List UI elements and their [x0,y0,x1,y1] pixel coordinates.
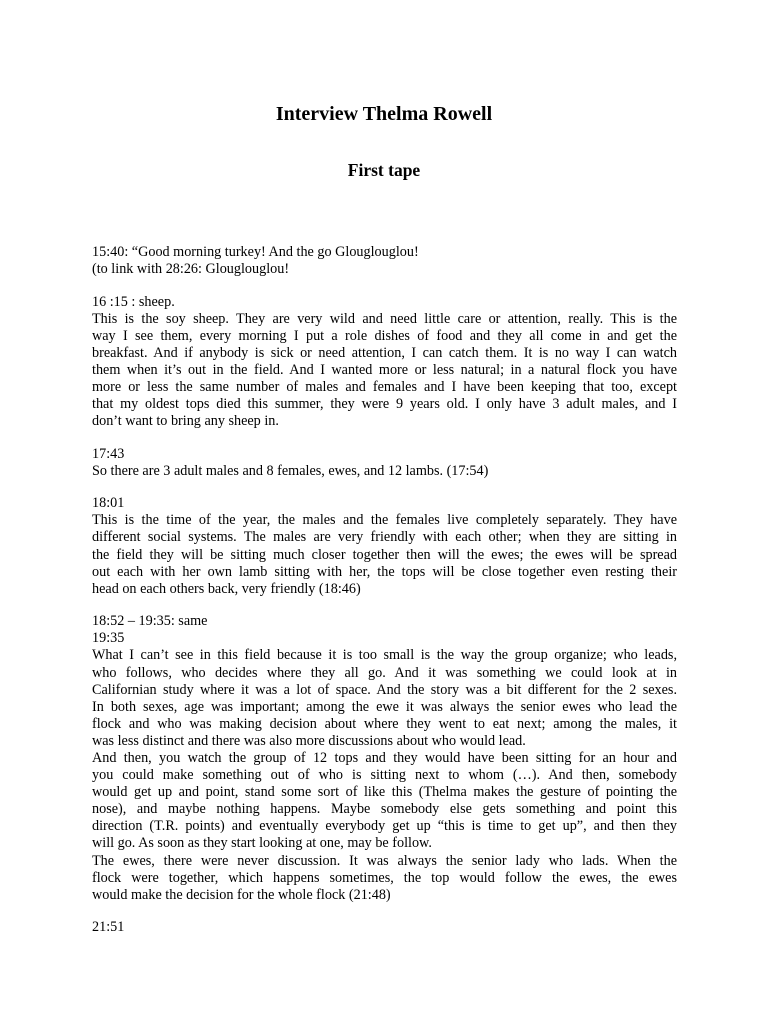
text-line: them when it’s out in the field. And I wanted more or less natural; in a natural flock you have [92,361,677,378]
text-line: 18:52 – 19:35: same [92,613,208,630]
text-line: breakfast. And if anybody is sick or need attention, I can catch them. It is no way I can watch [92,344,677,361]
text-line: would make the decision for the whole flock (21:48) [92,886,391,903]
text-line: 16 :15 : sheep. [92,293,175,310]
text-line: head on each others back, very friendly (18:46) [92,580,361,597]
text-line: 21:51 [92,919,125,936]
text-line: What I can’t see in this field because it is too small is the way the group organize; who leads, [92,647,677,664]
text-line: you could make something out of who is sitting next to whom (…). And then, somebody [92,767,677,784]
text-line: This is the time of the year, the males and the females live completely separately. They have [92,512,677,529]
text-line: In both sexes, age was important; among the ewe it was always the senior ewes who lead the [92,698,677,715]
document-subtitle: First tape [347,160,421,180]
text-line: will go. As soon as they start looking at one, may be follow. [92,835,432,852]
text-line: who follows, who decides where they all go. And it was something we could look at in [92,664,677,681]
text-line: would get up and point, stand some sort of like this (Thelma makes the gesture of pointing the [92,784,677,801]
text-line: was less distinct and there was also more discussions about who would lead. [92,732,526,749]
text-line: nose), and maybe nothing happens. Maybe somebody else gets something and point this [92,801,677,818]
text-line: way I see them, every morning I put a role dishes of food and they all come in and get the [92,327,677,344]
text-line: the field they will be sitting much closer together then will the ewes; the ewes will be spread [92,546,677,563]
text-line: more or less the same number of males and females and I have been keeping that too, except [92,379,677,396]
paragraph [92,294,677,431]
document-title: Interview Thelma Rowell [275,103,493,125]
paragraph [92,495,677,598]
text-line: flock were together, which happens sometimes, the top would follow the ewes, the ewes [92,869,677,886]
text-line: don’t want to bring any sheep in. [92,413,279,430]
text-line: 19:35 [92,630,125,647]
text-line: Californian study where it was a lot of space. And the story was a bit different for the 2 sexes. [92,681,677,698]
text-line: direction (T.R. points) and eventually everybody get up “this is time to get up”, and then they [92,818,677,835]
text-line: that my oldest tops died this summer, they were 9 years old. I only have 3 adult males, and I [92,396,677,413]
paragraph [92,613,677,904]
text-line: 15:40: “Good morning turkey! And the go Glouglouglou! [92,244,419,260]
text-line: And then, you watch the group of 12 tops and they would have been sitting for an hour and [92,750,677,766]
text-line: So there are 3 adult males and 8 females, ewes, and 12 lambs. (17:54) [92,462,489,479]
paragraph [92,919,677,936]
text-line: (to link with 28:26: Glouglouglou! [92,261,290,278]
text-line: different social systems. The males are very friendly with each other; when they are sitting in [92,529,677,546]
text-line: This is the soy sheep. They are very wild and need little care or attention, really. This is the [92,310,677,327]
text-line: 18:01 [92,495,125,512]
text-line: out each with her own lamb sitting with her, the tops will be close together even resting their [92,563,677,580]
paragraph [92,244,677,278]
text-line: flock and who was making decision about where they went to eat next; among the males, it [92,715,677,732]
text-line: The ewes, there were never discussion. It was always the senior lady who lads. When the [92,852,677,869]
paragraph [92,446,677,480]
document-body [92,244,677,952]
text-line: 17:43 [92,445,125,462]
